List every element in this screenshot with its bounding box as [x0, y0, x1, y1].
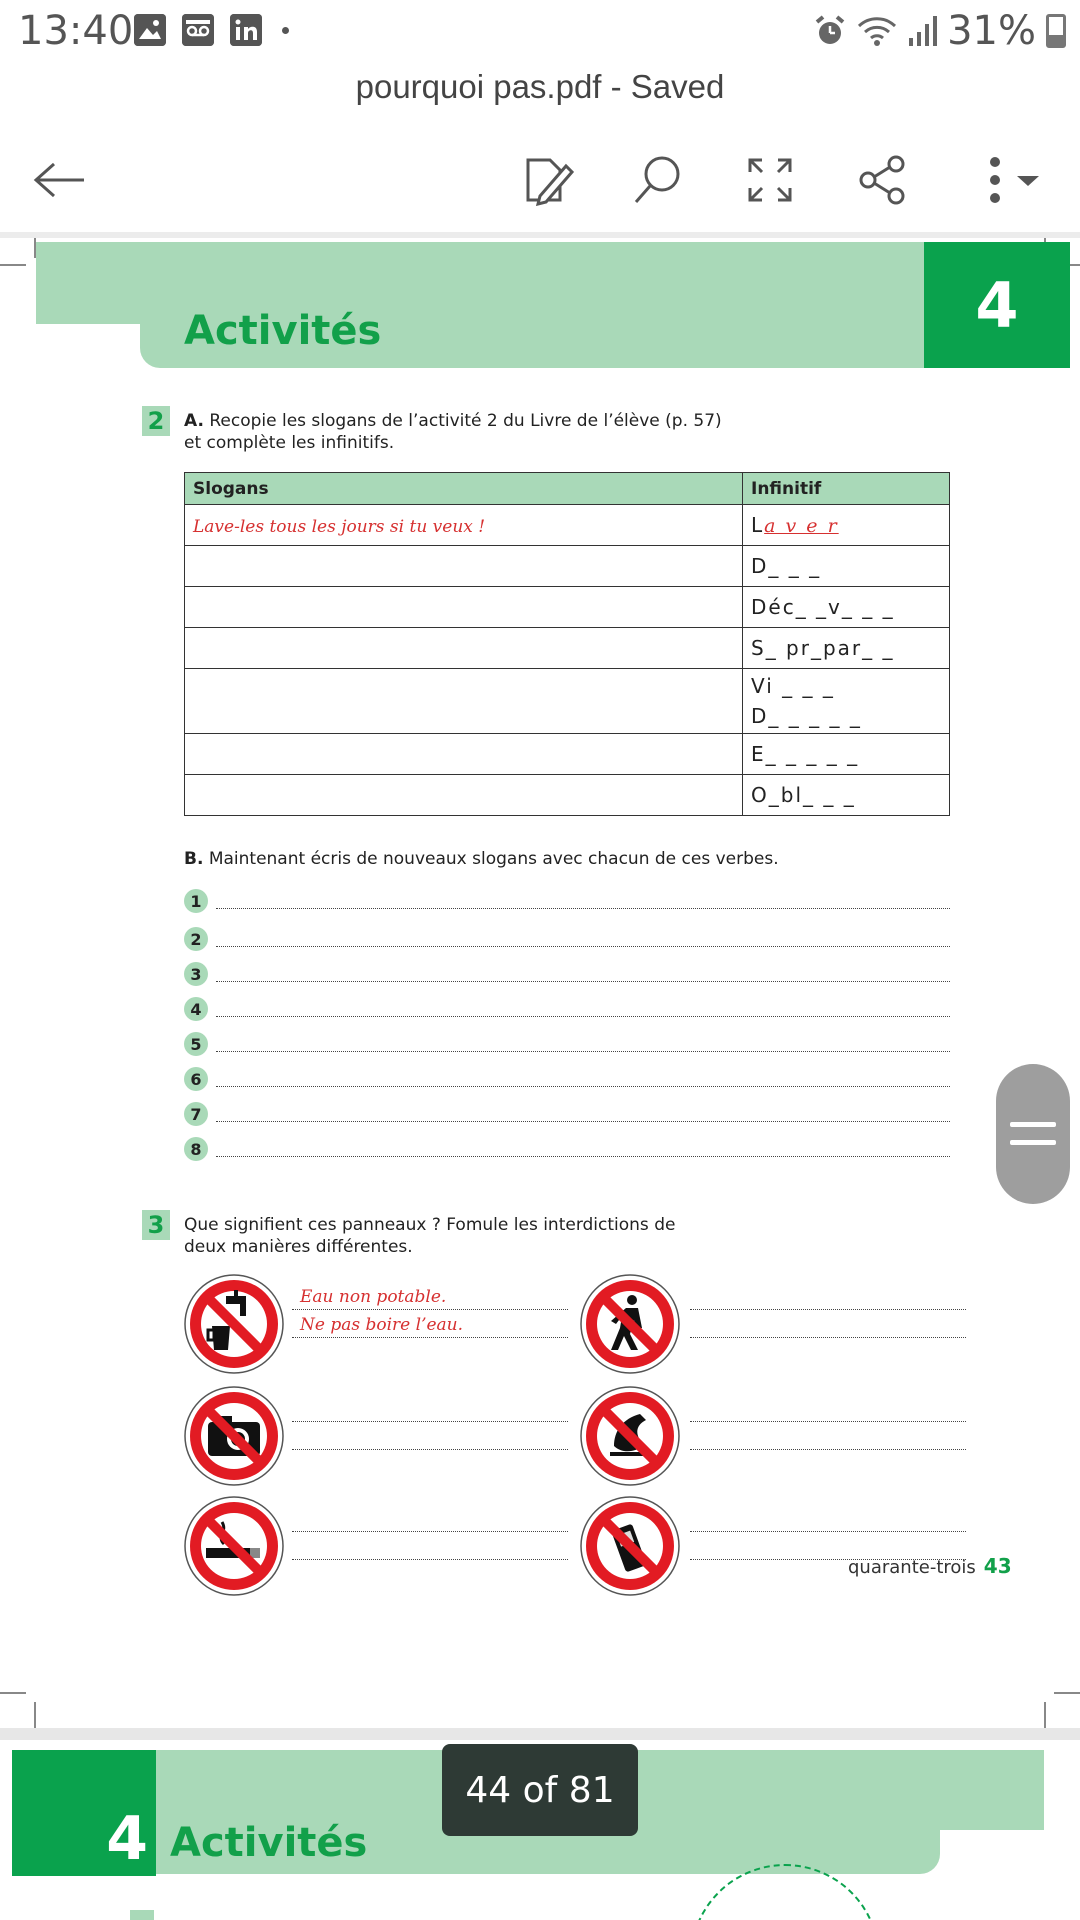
column-header-infinitif: Infinitif — [743, 473, 950, 505]
handwritten-answer: Ne pas boire l’eau. — [300, 1315, 464, 1335]
column-header-slogans: Slogans — [185, 473, 743, 505]
more-icon — [977, 154, 1047, 206]
pdf-page[interactable] — [0, 238, 1080, 1728]
crop-mark — [0, 264, 26, 266]
answer-line[interactable] — [690, 1504, 966, 1532]
slogan-cell[interactable] — [185, 775, 743, 816]
handwritten-answer: Eau non potable. — [300, 1287, 447, 1307]
battery-icon — [1046, 14, 1066, 48]
writing-line[interactable] — [184, 1031, 950, 1057]
line-number: 2 — [184, 927, 208, 951]
answer-line[interactable] — [690, 1282, 966, 1310]
line-number: 4 — [184, 997, 208, 1021]
battery-percent: 31% — [947, 8, 1036, 54]
answer-line[interactable] — [690, 1422, 966, 1450]
sign-answer-lines[interactable] — [690, 1394, 966, 1450]
page-folio — [848, 1554, 1012, 1578]
dotted-line — [216, 1001, 950, 1017]
share-icon — [856, 154, 908, 206]
table-row — [185, 775, 950, 816]
line-number: 5 — [184, 1032, 208, 1056]
table-row — [185, 734, 950, 775]
slogan-cell[interactable] — [185, 546, 743, 587]
folio-number: 43 — [983, 1554, 1012, 1578]
status-bar — [0, 0, 1080, 62]
unit-number: 4 — [12, 1750, 156, 1876]
line-number: 7 — [184, 1102, 208, 1126]
answer-line[interactable] — [690, 1310, 966, 1338]
unit-number: 4 — [924, 242, 1070, 368]
sign-answer-lines[interactable] — [690, 1504, 966, 1560]
slogan-cell[interactable] — [185, 587, 743, 628]
infinitive-cell[interactable]: S_ pr_par_ _ — [743, 628, 950, 669]
back-arrow-icon — [32, 160, 88, 200]
exercise-2a-instructions — [184, 410, 722, 454]
instr-b-label: B. — [184, 849, 204, 869]
slogans-table — [184, 472, 950, 816]
infinitive-prefix: L — [751, 513, 765, 537]
edit-pdf-icon — [522, 154, 574, 206]
instr-a-line2: et complète les infinitifs. — [184, 433, 395, 453]
answer-line[interactable] — [292, 1394, 568, 1422]
fast-scroll-handle[interactable] — [996, 1064, 1070, 1204]
exercise-3-instructions — [184, 1214, 675, 1258]
exercise-number-marker — [130, 1910, 154, 1920]
handwritten-answer: a v e r — [764, 515, 839, 537]
table-row — [185, 628, 950, 669]
crop-mark — [34, 1702, 36, 1728]
more-notifications-dot — [282, 27, 289, 34]
infinitive-cell[interactable]: E_ _ _ _ _ — [743, 734, 950, 775]
dotted-line — [216, 931, 950, 947]
fullscreen-button[interactable] — [730, 140, 810, 220]
image-icon — [134, 14, 166, 46]
search-icon — [632, 154, 684, 206]
dotted-line — [216, 1106, 950, 1122]
writing-line[interactable] — [184, 888, 950, 914]
sign-answer-lines[interactable] — [292, 1504, 568, 1560]
fullscreen-icon — [746, 156, 794, 204]
toolbar — [0, 140, 1080, 236]
status-time: 13:40 — [18, 8, 134, 54]
dotted-line — [216, 1071, 950, 1087]
answer-line[interactable] — [292, 1504, 568, 1532]
answer-line[interactable] — [292, 1282, 568, 1310]
no-pedestrians-icon — [580, 1274, 680, 1374]
line-number: 6 — [184, 1067, 208, 1091]
page-indicator: 44 of 81 — [442, 1744, 638, 1836]
infinitive-cell[interactable]: Déc_ _v_ _ _ — [743, 587, 950, 628]
writing-line[interactable] — [184, 996, 950, 1022]
share-button[interactable] — [842, 140, 922, 220]
do-not-touch-icon — [580, 1386, 680, 1486]
no-camera-icon — [184, 1386, 284, 1486]
no-mobile-phone-icon — [580, 1496, 680, 1596]
wifi-icon — [857, 14, 897, 48]
document-title: pourquoi pas.pdf - Saved — [355, 68, 725, 105]
back-button[interactable] — [20, 140, 100, 220]
page-title: Activités — [170, 1820, 368, 1866]
page-separator — [0, 1728, 1080, 1740]
infinitive-text: D_ _ _ _ _ — [751, 704, 862, 728]
signal-icon — [907, 14, 937, 48]
sign-answer-lines[interactable] — [690, 1282, 966, 1338]
dotted-line — [216, 1036, 950, 1052]
dotted-line — [216, 966, 950, 982]
linkedin-icon — [230, 14, 262, 46]
no-drinking-water-icon — [184, 1274, 284, 1374]
writing-line[interactable] — [184, 1136, 950, 1162]
system-status — [813, 8, 1066, 54]
crop-mark — [1054, 1692, 1080, 1694]
instr-a-label: A. — [184, 411, 204, 431]
answer-line[interactable] — [292, 1532, 568, 1560]
more-menu-button[interactable] — [962, 140, 1062, 220]
slogan-cell[interactable] — [185, 669, 743, 734]
writing-line[interactable] — [184, 961, 950, 987]
handwritten-slogan: Lave-les tous les jours si tu veux ! — [193, 517, 486, 537]
dotted-line — [216, 893, 950, 909]
infinitive-cell[interactable]: D_ _ _ — [743, 546, 950, 587]
table-row — [185, 587, 950, 628]
writing-line[interactable] — [184, 926, 950, 952]
exercise-number-2: 2 — [142, 406, 170, 436]
table-row — [185, 505, 950, 546]
infinitive-cell[interactable] — [743, 505, 950, 546]
instr-3-line1: Que signifient ces panneaux ? Fomule les interdictions de — [184, 1215, 676, 1235]
slogan-cell[interactable] — [185, 505, 743, 546]
handle-grip-line — [1010, 1122, 1056, 1127]
line-number: 8 — [184, 1137, 208, 1161]
crop-mark — [1044, 1702, 1046, 1728]
header-band — [36, 242, 924, 324]
folio-text: quarante-trois — [848, 1557, 976, 1578]
slogan-cell[interactable] — [185, 734, 743, 775]
voicemail-icon — [182, 14, 214, 46]
line-number: 3 — [184, 962, 208, 986]
writing-line[interactable] — [184, 1101, 950, 1127]
instr-b-text: Maintenant écris de nouveaux slogans avec chacun de ces verbes. — [208, 849, 779, 869]
no-smoking-icon — [184, 1496, 284, 1596]
search-button[interactable] — [618, 140, 698, 220]
sign-answer-lines[interactable] — [292, 1394, 568, 1450]
answer-line[interactable] — [292, 1422, 568, 1450]
exercise-number-3: 3 — [142, 1210, 170, 1240]
slogan-cell[interactable] — [185, 628, 743, 669]
sign-answer-lines[interactable] — [292, 1282, 568, 1338]
instr-3-line2: deux manières différentes. — [184, 1237, 413, 1257]
table-row — [185, 546, 950, 587]
infinitive-cell[interactable] — [743, 669, 950, 734]
dotted-line — [216, 1141, 950, 1157]
alarm-icon — [813, 14, 847, 48]
handle-grip-line — [1010, 1140, 1056, 1145]
edit-pdf-button[interactable] — [508, 140, 588, 220]
line-number: 1 — [184, 889, 208, 913]
page-title: Activités — [184, 308, 382, 354]
crop-mark — [0, 1692, 26, 1694]
notification-icons — [134, 14, 289, 46]
infinitive-cell[interactable]: O_bl_ _ _ — [743, 775, 950, 816]
answer-line[interactable] — [292, 1310, 568, 1338]
instr-a-line1: Recopie les slogans de l’activité 2 du Livre de l’élève (p. 57) — [209, 411, 722, 431]
table-row — [185, 669, 950, 734]
writing-line[interactable] — [184, 1066, 950, 1092]
exercise-2b-instructions — [184, 848, 779, 870]
answer-line[interactable] — [690, 1394, 966, 1422]
infinitive-text: Vi _ _ _ — [751, 674, 835, 698]
